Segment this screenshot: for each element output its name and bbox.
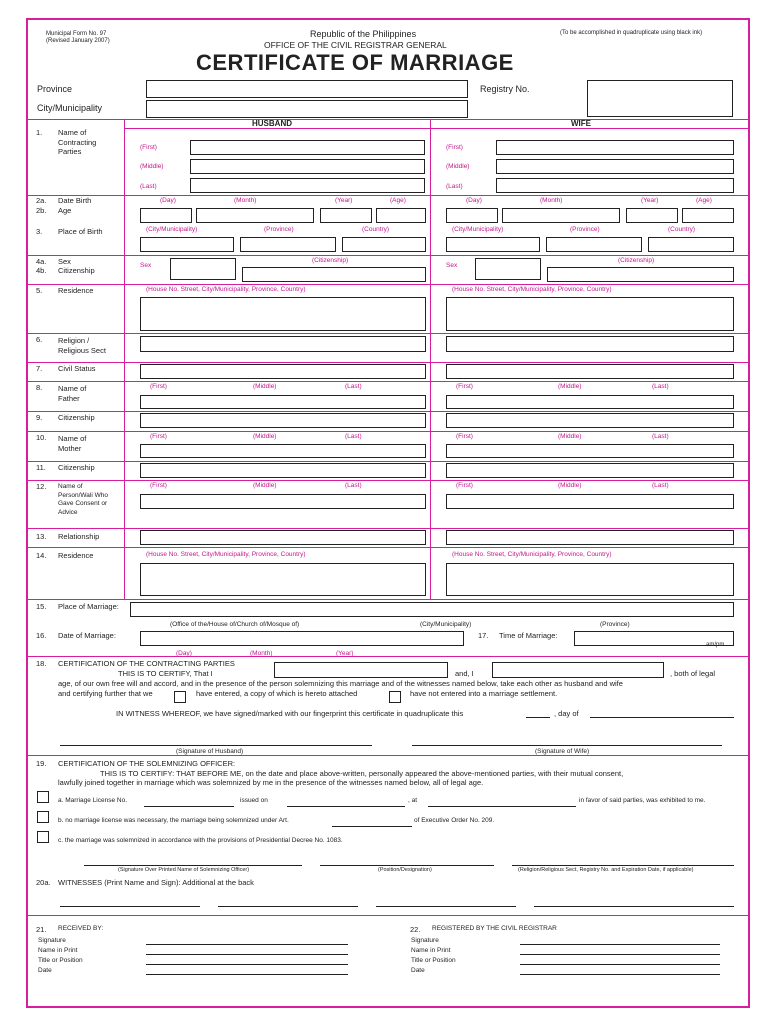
wife-religion-input[interactable]: [446, 336, 734, 352]
field-caption: (Province): [570, 226, 600, 233]
settlement-entered-checkbox[interactable]: [174, 691, 186, 703]
option-text: c. the marriage was solemnized in accordance with the provisions of Presidential Decree No. 1083.: [58, 837, 343, 844]
field-caption: (Day): [466, 197, 482, 204]
divider: [26, 480, 750, 481]
field-caption: (City/Municipality): [452, 226, 504, 233]
divider: [124, 119, 125, 599]
article-line[interactable]: [332, 826, 412, 827]
witness-line-1[interactable]: [60, 906, 200, 907]
husband-birth-day[interactable]: [140, 208, 192, 223]
field-caption: (Last): [345, 383, 362, 390]
field-caption: (First): [150, 433, 167, 440]
item-label: Religion / Religious Sect: [58, 336, 106, 355]
item-label: Citizenship: [58, 266, 95, 275]
wife-birth-city[interactable]: [446, 237, 540, 252]
field-caption: (Day): [176, 650, 192, 657]
witness-line-3[interactable]: [376, 906, 516, 907]
item-label: Relationship: [58, 532, 100, 541]
field-label: Date: [411, 967, 425, 974]
field-caption: (First): [456, 433, 473, 440]
divider: [124, 128, 750, 129]
registered-signature-line[interactable]: [520, 944, 720, 945]
field-caption: (Year): [335, 197, 353, 204]
province-input[interactable]: [146, 80, 468, 98]
signature-caption: (Religion/Religious Sect, Registry No. and Expiration Date, if applicable): [518, 867, 694, 873]
wife-sex-input[interactable]: [475, 258, 541, 280]
item-label: Sex: [58, 257, 71, 266]
husband-age[interactable]: [376, 208, 426, 223]
divider: [26, 547, 750, 548]
divider: [26, 119, 750, 120]
wife-consent-input[interactable]: [446, 494, 734, 509]
field-label: Name in Print: [38, 947, 78, 954]
office-text: OFFICE OF THE CIVIL REGISTRAR GENERAL: [264, 40, 447, 50]
husband-mother-citizenship[interactable]: [140, 463, 426, 478]
witness-text: , day of: [554, 709, 579, 718]
field-caption: Sex: [140, 262, 152, 269]
wife-signature-line[interactable]: [412, 745, 722, 746]
divider: [26, 431, 750, 432]
item-number: 9.: [36, 413, 43, 422]
wife-consent-residence[interactable]: [446, 563, 734, 596]
item-number: 16.: [36, 631, 47, 640]
husband-birth-month[interactable]: [196, 208, 314, 223]
wife-age[interactable]: [682, 208, 734, 223]
wife-father-input[interactable]: [446, 395, 734, 409]
signature-caption: (Signature of Husband): [176, 748, 244, 755]
field-caption: (Age): [696, 197, 712, 204]
option-text: in favor of said parties, was exhibited to me.: [579, 797, 706, 804]
item-number: 1.: [36, 128, 43, 137]
item-label: Time of Marriage:: [499, 631, 558, 640]
wife-header: WIFE: [571, 119, 591, 128]
item-label: Date Birth: [58, 196, 92, 205]
item-label: Citizenship: [58, 463, 95, 472]
field-caption: (Month): [540, 197, 563, 204]
field-label: Title or Position: [38, 957, 83, 964]
license-date-line[interactable]: [287, 806, 405, 807]
field-caption: (Last): [652, 482, 669, 489]
divider: [26, 599, 750, 600]
wife-birth-day[interactable]: [446, 208, 498, 223]
item-number: 20a.: [36, 878, 51, 887]
signature-caption: (Signature Over Printed Name of Solemnizing Officer): [118, 867, 250, 873]
option-text: , at: [408, 797, 418, 804]
form-revised: (Revised January 2007): [46, 38, 110, 44]
city-input[interactable]: [146, 100, 468, 118]
husband-consent-input[interactable]: [140, 494, 426, 509]
section-title: REGISTERED BY THE CIVIL REGISTRAR: [432, 925, 557, 932]
option-text: b. no marriage license was necessary, the marriage being solemnized under Art.: [58, 817, 289, 824]
divider: [26, 381, 750, 382]
divider: [26, 362, 750, 363]
divider: [26, 255, 750, 256]
field-caption: (Middle): [140, 163, 164, 170]
field-caption: (Year): [336, 650, 354, 657]
field-label: Date: [38, 967, 52, 974]
day-line[interactable]: [526, 717, 550, 718]
wife-mother-input[interactable]: [446, 444, 734, 458]
field-caption: (House No. Street, City/Municipality, Province, Country): [452, 551, 612, 558]
husband-mother-input[interactable]: [140, 444, 426, 458]
divider: [26, 284, 750, 285]
field-caption: (Last): [345, 433, 362, 440]
item-number: 6.: [36, 335, 43, 344]
field-caption: (Day): [160, 197, 176, 204]
signature-caption: (Signature of Wife): [535, 748, 590, 755]
husband-consent-residence[interactable]: [140, 563, 426, 596]
registry-label: Registry No.: [480, 84, 530, 94]
certify-text: have entered, a copy of which is hereto attached: [196, 689, 358, 698]
divider: [26, 755, 750, 756]
registered-name-line[interactable]: [520, 954, 720, 955]
field-caption: (First): [446, 144, 463, 151]
item-number: 14.: [36, 551, 47, 560]
husband-citizenship-input[interactable]: [242, 267, 426, 282]
husband-religion-input[interactable]: [140, 336, 426, 352]
husband-residence-input[interactable]: [140, 297, 426, 331]
field-caption: (Middle): [253, 433, 277, 440]
field-caption: (Country): [362, 226, 390, 233]
witness-line-2[interactable]: [218, 906, 358, 907]
field-caption: (First): [140, 144, 157, 151]
item-number: 22.: [410, 925, 421, 934]
registered-title-line[interactable]: [520, 964, 720, 965]
registry-input[interactable]: [587, 80, 733, 117]
license-checkbox[interactable]: [37, 791, 49, 803]
license-number-line[interactable]: [144, 806, 234, 807]
field-caption: (Middle): [558, 433, 582, 440]
item-number: 11.: [36, 463, 46, 472]
field-caption: (Middle): [446, 163, 470, 170]
husband-birth-country[interactable]: [342, 237, 426, 252]
divider: [26, 656, 750, 657]
field-label: Signature: [38, 937, 66, 944]
wife-birth-country[interactable]: [648, 237, 734, 252]
officer-religion-line[interactable]: [512, 865, 734, 866]
item-number: 18.: [36, 659, 47, 668]
field-label: Name in Print: [411, 947, 451, 954]
item-number: 15.: [36, 602, 47, 611]
witness-line-4[interactable]: [534, 906, 734, 907]
section-title: RECEIVED BY:: [58, 925, 104, 932]
husband-first-input[interactable]: [190, 140, 425, 155]
field-caption: (Office of the/House of/Church of/Mosque of): [170, 621, 300, 628]
husband-father-citizenship[interactable]: [140, 413, 426, 428]
wife-residence-input[interactable]: [446, 297, 734, 331]
wife-first-input[interactable]: [496, 140, 734, 155]
item-label: Citizenship: [58, 413, 95, 422]
item-label: Residence: [58, 286, 94, 295]
field-caption: (Middle): [253, 383, 277, 390]
husband-relationship-input[interactable]: [140, 530, 426, 545]
item-number: 21.: [36, 925, 47, 934]
wife-birth-month[interactable]: [502, 208, 620, 223]
husband-sex-input[interactable]: [170, 258, 236, 280]
divider: [26, 411, 750, 412]
field-caption: (House No. Street, City/Municipality, Province, Country): [146, 286, 306, 293]
item-number: 17.: [478, 631, 489, 640]
city-label: City/Municipality: [37, 103, 103, 113]
wife-birth-province[interactable]: [546, 237, 642, 252]
item-number: 8.: [36, 383, 43, 392]
ink-note: (To be accomplished in quadruplicate using black ink): [560, 30, 703, 36]
wife-last-input[interactable]: [496, 178, 734, 193]
certify-text: THIS IS TO CERTIFY, That I: [118, 669, 213, 678]
item-number: 4a.: [36, 257, 47, 266]
item-label: Place of Marriage:: [58, 602, 119, 611]
item-label: Place of Birth: [58, 227, 103, 236]
item-number: 13.: [36, 532, 47, 541]
item-number: 19.: [36, 759, 47, 768]
item-number: 2b.: [36, 206, 47, 215]
wife-birth-year[interactable]: [626, 208, 678, 223]
field-caption: (Province): [264, 226, 294, 233]
husband-civil-status-input[interactable]: [140, 364, 426, 379]
item-number: 5.: [36, 286, 43, 295]
divider: [430, 119, 431, 599]
wife-mother-citizenship[interactable]: [446, 463, 734, 478]
pd1083-checkbox[interactable]: [37, 831, 49, 843]
wife-certify-name[interactable]: [492, 662, 664, 678]
item-label: Name of Contracting Parties: [58, 128, 97, 156]
field-caption: (Middle): [558, 383, 582, 390]
divider: [26, 333, 750, 334]
certify-text: have not entered into a marriage settlement.: [410, 689, 558, 698]
wife-citizenship-input[interactable]: [547, 267, 734, 282]
field-caption: (Month): [234, 197, 257, 204]
field-caption: (House No. Street, City/Municipality, Province, Country): [452, 286, 612, 293]
signature-caption: (Position/Designation): [378, 867, 432, 873]
field-caption: (First): [150, 383, 167, 390]
page-title: CERTIFICATE OF MARRIAGE: [196, 50, 514, 75]
option-text: issued on: [240, 797, 268, 804]
husband-signature-line[interactable]: [60, 745, 372, 746]
item-label: Residence: [58, 551, 94, 560]
divider: [26, 915, 750, 916]
field-caption: (Middle): [253, 482, 277, 489]
field-caption: (House No. Street, City/Municipality, Province, Country): [146, 551, 306, 558]
field-caption: (First): [456, 482, 473, 489]
date-of-marriage-input[interactable]: [140, 631, 464, 646]
received-date-line[interactable]: [146, 974, 348, 975]
item-number: 2a.: [36, 196, 47, 205]
divider: [26, 461, 750, 462]
certify-text: age, of our own free will and accord, and in the presence of the person solemnizing this marriage and of the witnesses named below, take each other as husband and wife: [58, 679, 623, 688]
item-label: Civil Status: [58, 364, 96, 373]
option-text: a. Marriage License No.: [58, 797, 128, 804]
divider: [26, 195, 750, 196]
field-caption: (Middle): [558, 482, 582, 489]
field-caption: (Citizenship): [312, 257, 349, 264]
item-number: 4b.: [36, 266, 47, 275]
item-label: Age: [58, 206, 72, 215]
section-title: CERTIFICATION OF THE CONTRACTING PARTIES: [58, 659, 235, 668]
field-caption: (Age): [390, 197, 406, 204]
item-number: 10.: [36, 433, 47, 442]
month-line[interactable]: [590, 717, 734, 718]
wife-relationship-input[interactable]: [446, 530, 734, 545]
husband-birth-city[interactable]: [140, 237, 234, 252]
field-caption: (City/Municipality): [420, 621, 472, 628]
field-label: Title or Position: [411, 957, 456, 964]
field-caption: (Citizenship): [618, 257, 655, 264]
received-title-line[interactable]: [146, 964, 348, 965]
certify-text: , both of legal: [670, 669, 716, 678]
item-number: 7.: [36, 364, 43, 373]
settlement-not-entered-checkbox[interactable]: [389, 691, 401, 703]
field-caption: (Country): [668, 226, 696, 233]
field-caption: (Month): [250, 650, 273, 657]
section-title: WITNESSES (Print Name and Sign): Additional at the back: [58, 878, 254, 887]
husband-father-input[interactable]: [140, 395, 426, 409]
registered-date-line[interactable]: [520, 974, 720, 975]
field-caption: (City/Municipality): [146, 226, 198, 233]
husband-middle-input[interactable]: [190, 159, 425, 174]
field-caption: (Last): [446, 183, 463, 190]
field-caption: Sex: [446, 262, 458, 269]
item-number: 12.: [36, 482, 47, 491]
item-label: Name of Father: [58, 384, 87, 403]
field-caption: (First): [150, 482, 167, 489]
item-label: Date of Marriage:: [58, 631, 116, 640]
husband-last-input[interactable]: [190, 178, 425, 193]
divider: [26, 528, 750, 529]
republic-text: Republic of the Philippines: [310, 29, 417, 39]
no-license-checkbox[interactable]: [37, 811, 49, 823]
husband-header: HUSBAND: [252, 119, 292, 128]
wife-father-citizenship[interactable]: [446, 413, 734, 428]
field-caption: (Last): [140, 183, 157, 190]
ampm-label: am/pm: [706, 642, 725, 648]
field-caption: (Last): [345, 482, 362, 489]
officer-position-line[interactable]: [320, 865, 494, 866]
officer-signature-line[interactable]: [84, 865, 302, 866]
province-label: Province: [37, 84, 73, 94]
husband-birth-province[interactable]: [240, 237, 336, 252]
field-caption: (Last): [652, 383, 669, 390]
certify-text: THIS IS TO CERTIFY: THAT BEFORE ME, on the date and place above-written, personally appeared the above-mentioned parties, with their mutual consent,: [100, 769, 624, 778]
husband-certify-name[interactable]: [274, 662, 448, 678]
field-label: Signature: [411, 937, 439, 944]
option-text: of Executive Order No. 209.: [414, 817, 495, 824]
form-number: Municipal Form No. 97: [46, 31, 107, 37]
received-name-line[interactable]: [146, 954, 348, 955]
received-signature-line[interactable]: [146, 944, 348, 945]
field-caption: (First): [456, 383, 473, 390]
license-place-line[interactable]: [428, 806, 576, 807]
item-label: Name of Mother: [58, 434, 87, 453]
field-caption: (Province): [600, 621, 630, 628]
place-of-marriage-input[interactable]: [130, 602, 734, 617]
field-caption: (Last): [652, 433, 669, 440]
witness-text: IN WITNESS WHEREOF, we have signed/marked with our fingerprint this certificate in quadruplicate this: [116, 709, 464, 718]
section-title: CERTIFICATION OF THE SOLEMNIZING OFFICER:: [58, 759, 236, 768]
wife-civil-status-input[interactable]: [446, 364, 734, 379]
certify-text: and certifying further that we: [58, 689, 153, 698]
wife-middle-input[interactable]: [496, 159, 734, 174]
item-label: Name of Person/Wali Who Gave Consent or Advice: [58, 483, 108, 516]
item-number: 3.: [36, 227, 43, 236]
certify-text: and, I: [455, 669, 474, 678]
field-caption: (Year): [641, 197, 659, 204]
husband-birth-year[interactable]: [320, 208, 372, 223]
certify-text: lawfully joined together in marriage which was solemnized by me in the presence of the witnesses named below, all of legal age.: [58, 778, 484, 787]
